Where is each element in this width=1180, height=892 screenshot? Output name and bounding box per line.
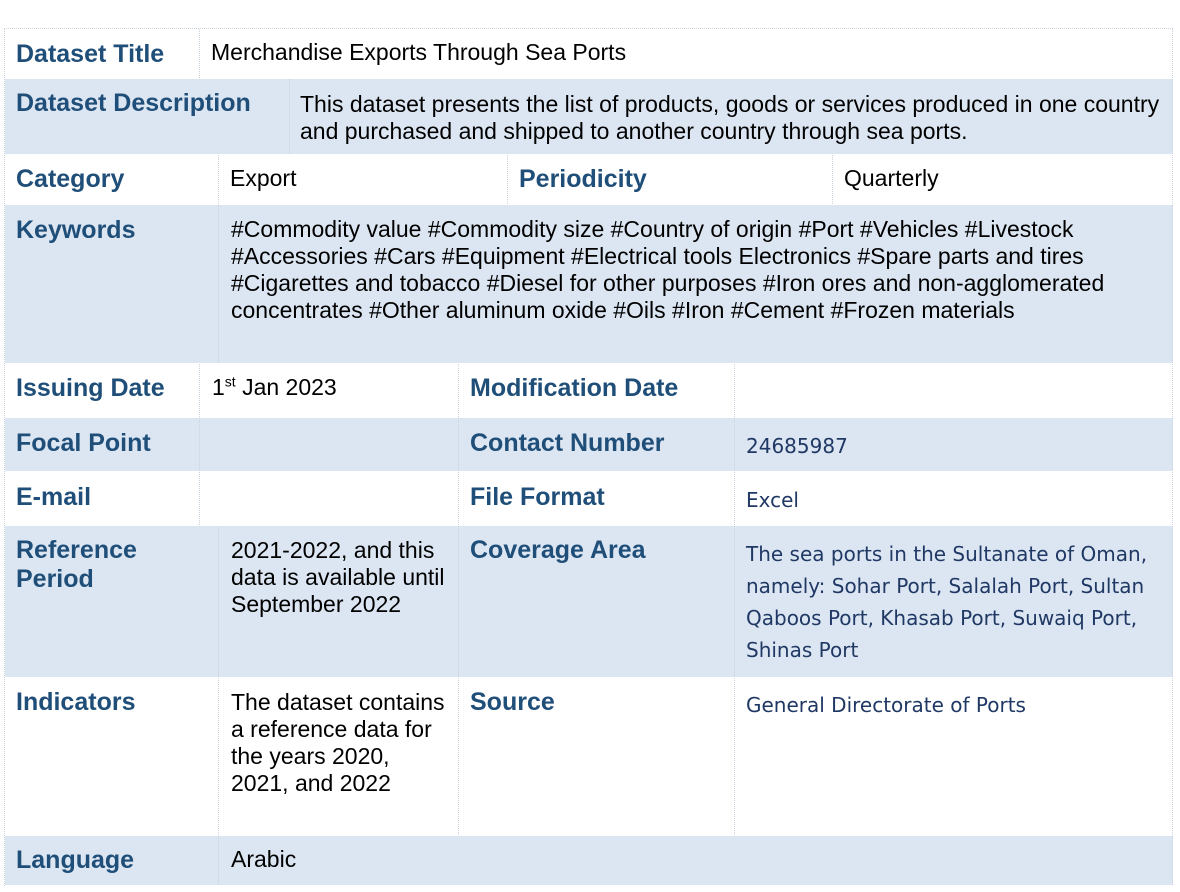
indicators-label: Indicators [16,688,136,716]
row-description [5,79,1173,155]
issuing-label: Issuing Date [16,374,165,402]
focal-label: Focal Point [16,429,151,457]
format-value: Excel [746,488,799,512]
format-label: File Format [470,483,605,511]
category-label: Category [16,165,125,193]
row-category [5,155,1173,205]
language-label: Language [16,846,135,874]
coverage-value: The sea ports in the Sultanate of Oman, namely: Sohar Port, Salalah Port, Sultan Qaboos Port, Khasab Port, Suwaiq Port, Shinas Port [746,542,1148,662]
row-reference [5,526,1173,678]
row-email [5,472,1173,526]
row-title [5,29,1173,79]
row-keywords [5,205,1173,364]
contact-value: 24685987 [746,434,848,458]
keywords-label: Keywords [16,216,136,244]
category-value: Export [230,165,297,191]
periodicity-label: Periodicity [519,165,647,193]
reference-label: Reference Period [16,536,137,593]
language-value: Arabic [231,846,297,872]
row-focal [5,418,1173,472]
title-value: Merchandise Exports Through Sea Ports [211,39,627,65]
description-label: Dataset Description [16,89,251,117]
row-issuing [5,364,1173,418]
reference-value: 2021-2022, and this data is available until September 2022 [231,537,445,617]
title-label: Dataset Title [16,40,165,68]
contact-label: Contact Number [470,429,665,457]
source-value: General Directorate of Ports [746,693,1026,717]
keywords-value: #Commodity value #Commodity size #Country of origin #Port #Vehicles #Livestock #Accessories #Cars #Equipment #Electrical tools Electronics #Spare parts and tires #Cigarettes and tobacco #Diesel for other purposes #Iron ores and non-agglomerated concentrates #Other aluminum oxide #Oils #Iron #Cement #Frozen materials [231,216,1105,323]
row-language [5,836,1173,886]
source-label: Source [470,688,555,716]
issuing-value: 1st Jan 2023 [212,373,337,400]
modification-label: Modification Date [470,374,679,402]
row-indicators [5,678,1173,836]
email-label: E-mail [16,483,92,511]
coverage-label: Coverage Area [470,536,646,564]
periodicity-value: Quarterly [844,165,939,191]
description-value: This dataset presents the list of products, goods or services produced in one country and purchased and shipped to another country through sea ports. [300,91,1160,144]
metadata-table [4,28,1173,886]
indicators-value: The dataset contains a reference data for the years 2020, 2021, and 2022 [231,689,445,796]
